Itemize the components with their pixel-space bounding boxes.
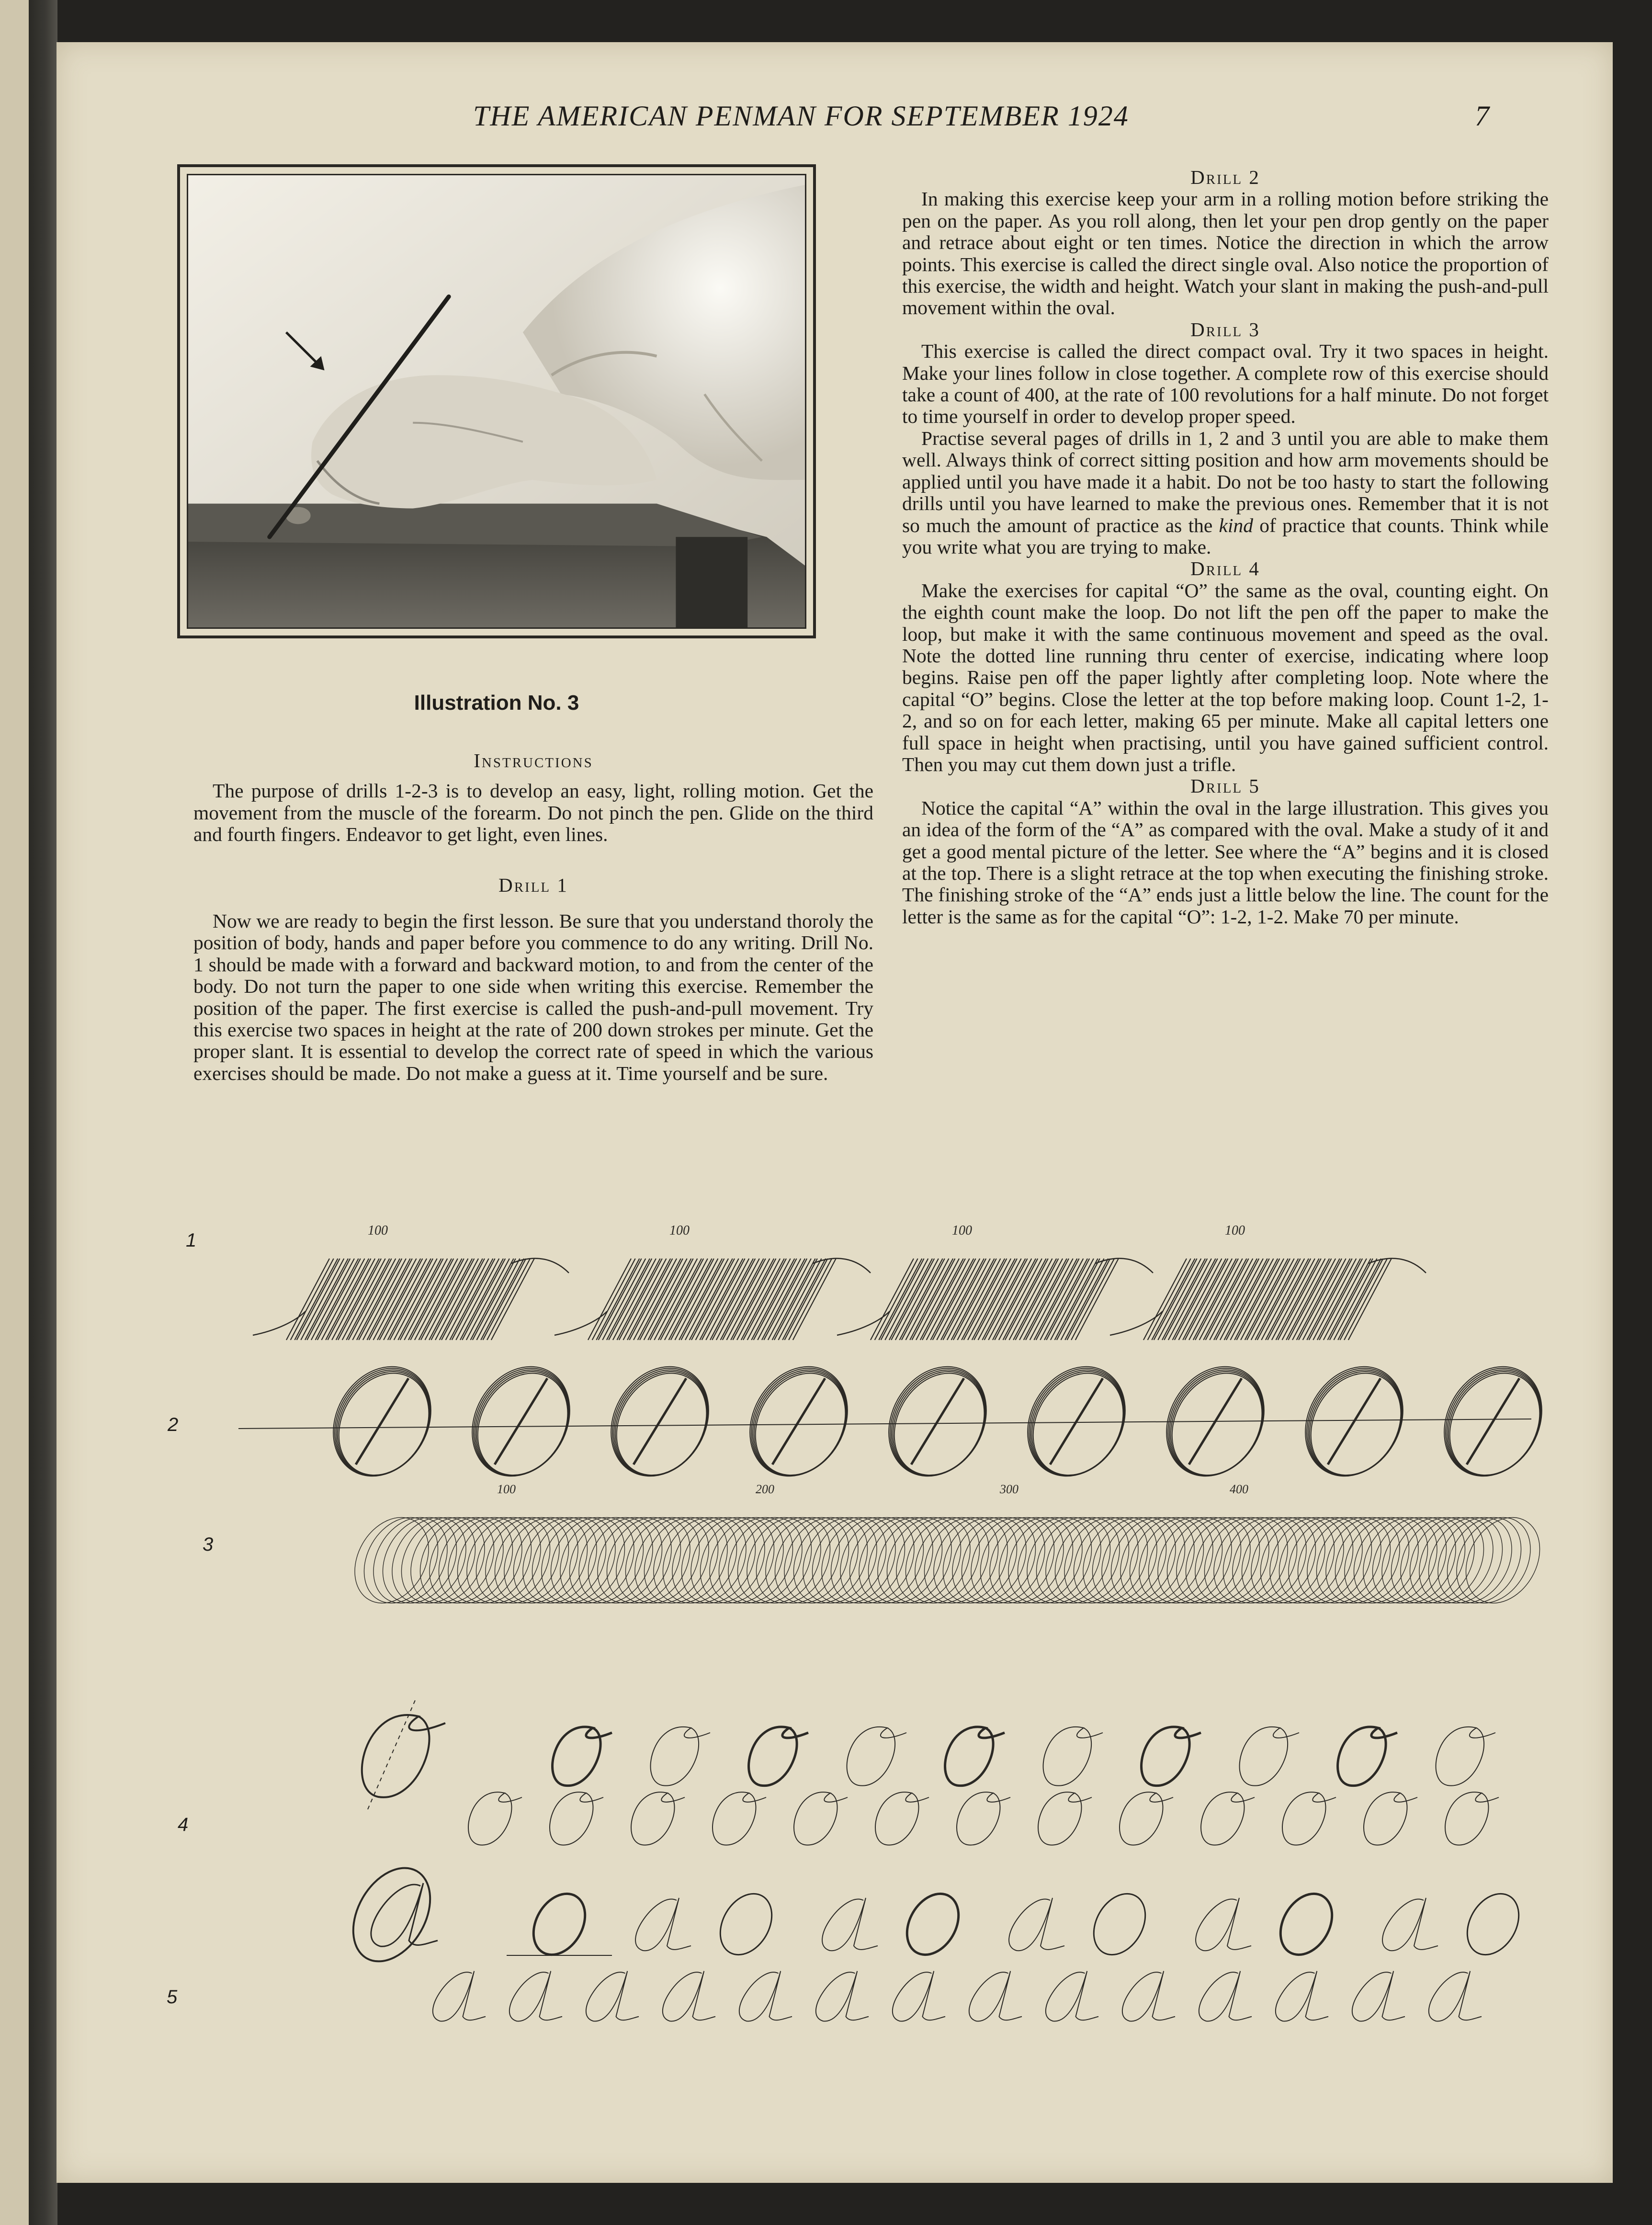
push-pull-block (871, 1259, 1119, 1340)
compact-oval (1106, 1504, 1209, 1617)
facing-page-edge (0, 0, 29, 2225)
oval-retrace (356, 1378, 408, 1464)
drill2-heading: Drill 2 (1190, 166, 1260, 188)
compact-oval (471, 1504, 574, 1617)
capital-o (1120, 1792, 1173, 1845)
compact-oval (359, 1504, 462, 1617)
oval-retrace (1328, 1378, 1380, 1464)
capital-a (1352, 1971, 1405, 2021)
compact-oval (835, 1504, 938, 1617)
compact-oval (760, 1504, 863, 1617)
capital-o (1282, 1792, 1336, 1845)
left-text-column (193, 750, 873, 1084)
compact-oval (1414, 1504, 1517, 1617)
capital-o (631, 1792, 685, 1845)
compact-oval (704, 1504, 807, 1617)
count-label: 100 (497, 1482, 516, 1496)
compact-oval (1077, 1504, 1181, 1617)
capital-o (1201, 1792, 1255, 1845)
practice-oval (523, 1884, 595, 1964)
practice-oval (896, 1884, 969, 1964)
practice-oval (1270, 1884, 1342, 1964)
compact-oval (1395, 1504, 1498, 1617)
compact-oval (994, 1504, 1097, 1617)
compact-oval (863, 1504, 966, 1617)
header-title: THE AMERICAN PENMAN FOR SEPTEMBER 1924 (473, 100, 1129, 132)
compact-oval (1432, 1504, 1536, 1617)
capital-o (749, 1727, 808, 1786)
compact-oval (816, 1504, 919, 1617)
drill4-paragraph: Make the exercises for capital “O” the same as the oval, counting eight. On the eighth count make the loop. Do not lift the pen off the paper to make the loop, but make it with the same continuous movement and speed as the oval. Note the dotted line running thru center of exercise, indicating where loop begins. Raise pen off the paper lightly after completing loop. Note where the capital “O” begins. Close the letter at the top before making loop. Count 1-2, 1-2, and so on for each letter, making 65 per minute. Make all capital letters one full space in height when practising, until you have gained sufficient control. Then you may cut them down just a trifle. (902, 579, 1549, 775)
compact-oval (1442, 1504, 1545, 1617)
compact-oval (900, 1504, 1004, 1617)
compact-oval (1451, 1504, 1554, 1617)
compact-oval-band (340, 1504, 1555, 1617)
capital-o (794, 1792, 848, 1845)
compact-oval (452, 1504, 555, 1617)
capital-o (1043, 1727, 1103, 1786)
compact-oval (975, 1504, 1078, 1617)
drill4-heading: Drill 4 (1190, 557, 1260, 580)
compact-oval (545, 1504, 649, 1617)
compact-oval (723, 1504, 826, 1617)
compact-oval (1012, 1504, 1116, 1617)
row-label-1: 1 (186, 1230, 197, 1251)
dotted-centerline (368, 1699, 416, 1809)
compact-oval (685, 1504, 789, 1617)
compact-oval (639, 1504, 742, 1617)
compact-oval (713, 1504, 817, 1617)
row-label-5: 5 (167, 1987, 178, 2008)
compact-oval (1358, 1504, 1461, 1617)
single-oval (1293, 1357, 1419, 1491)
instructions-paragraph: The purpose of drills 1-2-3 is to develop an easy, light, rolling motion. Get the movement from the muscle of the forearm. Do not pinch the pen. Glide on the third and fourth fingers. Endeavor to get light, even lines. (193, 780, 873, 846)
single-oval (1153, 1355, 1281, 1492)
single-oval (1014, 1355, 1142, 1492)
oval-retrace (772, 1378, 825, 1464)
compact-oval (1274, 1504, 1377, 1617)
capital-o (1240, 1727, 1299, 1786)
capital-a (1196, 1898, 1251, 1951)
illustration-photo (177, 164, 816, 638)
capital-a (816, 1971, 869, 2021)
compact-oval (1311, 1504, 1414, 1617)
compact-oval (480, 1504, 583, 1617)
compact-oval (1068, 1504, 1172, 1617)
compact-oval (396, 1504, 499, 1617)
compact-oval (1227, 1504, 1330, 1617)
push-pull-block (1143, 1259, 1392, 1340)
capital-a (1382, 1898, 1438, 1951)
row-label-4: 4 (178, 1814, 189, 1835)
capital-o (553, 1727, 612, 1786)
drill2-paragraph: In making this exercise keep your arm in a rolling motion before striking the pen on the paper. As you roll along, then let your pen drop gently on the paper and retrace about eight or ten times. Notice the direction in which the arrow points. This exercise is called the direct single oval. Also notice the proportion of this exercise, the width and height. Watch your slant in making the push-and-pull movement within the oval. (902, 188, 1549, 319)
compact-oval (938, 1504, 1041, 1617)
page-number: 7 (1475, 100, 1489, 132)
compact-oval (1255, 1504, 1358, 1617)
compact-oval (741, 1504, 845, 1617)
compact-oval (1320, 1504, 1424, 1617)
compact-oval (984, 1504, 1087, 1617)
compact-oval (583, 1504, 686, 1617)
compact-oval (433, 1504, 537, 1617)
compact-oval (1292, 1504, 1396, 1617)
single-oval (458, 1355, 587, 1492)
count-label: 100 (669, 1223, 690, 1238)
capital-o (957, 1792, 1010, 1845)
large-oval (338, 1854, 446, 1975)
capital-a (635, 1898, 691, 1951)
compact-oval (919, 1504, 1022, 1617)
compact-oval (657, 1504, 761, 1617)
capital-a (739, 1971, 792, 2021)
compact-oval (956, 1504, 1060, 1617)
capital-a (586, 1971, 639, 2021)
compact-oval (1180, 1504, 1284, 1617)
practice-oval (1083, 1884, 1155, 1964)
compact-oval (1264, 1504, 1368, 1617)
count-label: 200 (756, 1482, 774, 1496)
illustration-caption: Illustration No. 3 (414, 691, 579, 715)
single-oval (1430, 1355, 1559, 1492)
compact-oval (1133, 1504, 1237, 1617)
running-header (57, 100, 1613, 143)
compact-oval (928, 1504, 1031, 1617)
compact-oval (1199, 1504, 1302, 1617)
capital-o (468, 1792, 522, 1845)
lead-stroke (837, 1311, 890, 1335)
drill5-heading: Drill 5 (1190, 775, 1260, 797)
compact-oval (1162, 1504, 1265, 1617)
compact-oval (1171, 1504, 1274, 1617)
oval-retrace (1050, 1378, 1103, 1464)
compact-oval (1059, 1504, 1162, 1617)
single-oval (321, 1357, 447, 1491)
count-label: 300 (1000, 1482, 1018, 1496)
instructions-heading: Instructions (474, 749, 593, 772)
compact-oval (573, 1504, 677, 1617)
compact-oval (536, 1504, 639, 1617)
single-oval (1291, 1355, 1420, 1492)
lead-stroke (253, 1311, 306, 1335)
capital-a (969, 1971, 1022, 2021)
compact-oval (797, 1504, 901, 1617)
compact-oval (498, 1504, 602, 1617)
compact-oval (601, 1504, 705, 1617)
compact-oval (1301, 1504, 1405, 1617)
compact-oval (648, 1504, 751, 1617)
capital-o (1445, 1792, 1499, 1845)
capital-o (1142, 1727, 1201, 1786)
capital-o (847, 1727, 906, 1786)
compact-oval (508, 1504, 611, 1617)
compact-oval (415, 1504, 518, 1617)
compact-oval (1339, 1504, 1442, 1617)
compact-oval (1245, 1504, 1349, 1617)
compact-oval (695, 1504, 798, 1617)
practice-oval (710, 1884, 782, 1964)
compact-oval (947, 1504, 1050, 1617)
single-oval (1015, 1357, 1141, 1491)
compact-oval (1423, 1504, 1527, 1617)
drill1-paragraph: Now we are ready to begin the first lesson. Be sure that you understand thoroly the position of body, hands and paper before you commence to do any writing. Drill No. 1 should be made with a forward and backward motion, to and from the center of the body. Do not turn the paper to one side when writing this exercise. Remember the position of the paper. The first exercise is called the push-and-pull movement. Try this exercise two spaces in height at the rate of 200 down strokes per minute. Get the proper slant. It is essential to develop the correct rate of speed in which the various exercises should be made. Do not make a guess at it. Time yourself and be sure. (193, 910, 873, 1084)
capital-a (822, 1898, 878, 1951)
drill3-heading: Drill 3 (1190, 318, 1260, 341)
compact-oval (592, 1504, 695, 1617)
drill5-paragraph: Notice the capital “A” within the oval in the large illustration. This gives you an idea of the form of the “A” as compared with the oval. Make a study of it and get a good mental picture of the letter. See where the “A” begins and it is closed at the top. There is a slight retrace at the top when executing the finishing stroke. The finishing stroke of the “A” ends just a little below the line. The count for the letter is the same as for the capital “O”: 1-2, 1-2. Make 70 per minute. (902, 796, 1549, 928)
capital-a (433, 1971, 486, 2021)
compact-oval (611, 1504, 714, 1617)
practice-oval (1457, 1884, 1529, 1964)
single-oval (1432, 1357, 1558, 1491)
compact-oval (489, 1504, 593, 1617)
drill1-heading: Drill 1 (498, 874, 568, 896)
capital-a (663, 1971, 715, 2021)
compact-oval (909, 1504, 1013, 1617)
row-label-2: 2 (168, 1414, 179, 1435)
single-oval (597, 1355, 725, 1492)
large-capital-o (362, 1715, 445, 1797)
lead-stroke (1110, 1311, 1163, 1335)
compact-oval (1236, 1504, 1340, 1617)
capital-a (1122, 1971, 1175, 2021)
capital-o (875, 1792, 929, 1845)
compact-oval (349, 1504, 453, 1617)
compact-oval (882, 1504, 985, 1617)
capital-a (1199, 1971, 1252, 2021)
compact-oval (517, 1504, 621, 1617)
right-text-column (902, 166, 1549, 928)
compact-oval (368, 1504, 471, 1617)
single-oval (460, 1357, 586, 1491)
compact-oval (1021, 1504, 1125, 1617)
compact-oval (872, 1504, 975, 1617)
compact-oval (1087, 1504, 1190, 1617)
compact-oval (564, 1504, 668, 1617)
compact-oval (620, 1504, 724, 1617)
count-label: 100 (952, 1223, 972, 1238)
capital-a (1429, 1971, 1482, 2021)
compact-oval (1143, 1504, 1246, 1617)
compact-oval (461, 1504, 565, 1617)
push-pull-block (286, 1259, 534, 1340)
page (57, 42, 1613, 2183)
compact-oval (1386, 1504, 1489, 1617)
count-label: 100 (368, 1223, 388, 1238)
compact-oval (442, 1504, 546, 1617)
compact-oval (826, 1504, 929, 1617)
compact-oval (965, 1504, 1069, 1617)
compact-oval (1031, 1504, 1134, 1617)
compact-oval (554, 1504, 658, 1617)
capital-o (945, 1727, 1005, 1786)
compact-oval (807, 1504, 910, 1617)
row-label-3: 3 (203, 1534, 214, 1555)
compact-oval (732, 1504, 836, 1617)
capital-a (1009, 1898, 1064, 1951)
compact-oval (1376, 1504, 1480, 1617)
drill3-paragraph-2: Practise several pages of drills in 1, 2 and 3 until you are able to make them well. Always think of correct sitting position and how arm movements should be applied until you have made it a habit. Do not be too hasty to start the following drills until you have learned to make the previous ones. Remember that it is not so much the amount of practice as the kind of practice that counts. Think while you write what you are trying to make. (902, 427, 1549, 558)
compact-oval (667, 1504, 770, 1617)
compact-oval (1124, 1504, 1228, 1617)
compact-oval (424, 1504, 527, 1617)
oval-retrace (1467, 1378, 1519, 1464)
oval-retrace (634, 1378, 686, 1464)
compact-oval (527, 1504, 630, 1617)
compact-oval (1330, 1504, 1433, 1617)
capital-a (509, 1971, 562, 2021)
capital-o (1436, 1727, 1495, 1786)
compact-oval (1367, 1504, 1471, 1617)
compact-oval (1096, 1504, 1199, 1617)
capital-o (1038, 1792, 1092, 1845)
compact-oval (405, 1504, 509, 1617)
oval-retrace (911, 1378, 964, 1464)
drill3-paragraph-1: This exercise is called the direct compact oval. Try it two spaces in height. Make your lines follow in close together. A complete row of this exercise should take a count of 400, at the rate of 100 revolutions for a half minute. Do not forget to time yourself in order to develop proper speed. (902, 340, 1549, 428)
oval-retrace (495, 1378, 547, 1464)
compact-oval (1115, 1504, 1218, 1617)
compact-oval (779, 1504, 882, 1617)
compact-oval (788, 1504, 892, 1617)
compact-oval (1283, 1504, 1386, 1617)
single-oval (599, 1357, 724, 1491)
baseline-stroke (238, 1419, 1531, 1429)
compact-oval (1208, 1504, 1312, 1617)
compact-oval (844, 1504, 948, 1617)
compact-oval (1050, 1504, 1153, 1617)
capital-o (550, 1792, 603, 1845)
drill-drawings (57, 1177, 1613, 2135)
compact-oval (769, 1504, 873, 1617)
compact-oval (1404, 1504, 1508, 1617)
single-oval (319, 1355, 448, 1492)
compact-oval (1040, 1504, 1143, 1617)
compact-oval (676, 1504, 780, 1617)
single-oval (736, 1355, 864, 1492)
compact-oval (853, 1504, 957, 1617)
count-label: 100 (1225, 1223, 1245, 1238)
capital-o (1338, 1727, 1397, 1786)
compact-oval (1152, 1504, 1256, 1617)
count-label: 400 (1230, 1482, 1248, 1496)
single-oval (1154, 1357, 1280, 1491)
compact-oval (1348, 1504, 1452, 1617)
compact-oval (629, 1504, 733, 1617)
compact-oval (891, 1504, 994, 1617)
lead-stroke (554, 1311, 607, 1335)
compact-oval (751, 1504, 854, 1617)
hand-holding-pen-photo (188, 175, 805, 627)
drill-specimens (57, 1177, 1613, 2135)
push-pull-block (588, 1259, 836, 1340)
compact-oval (386, 1504, 490, 1617)
compact-oval (1003, 1504, 1106, 1617)
compact-oval (377, 1504, 481, 1617)
compact-oval (1218, 1504, 1321, 1617)
capital-a (1046, 1971, 1098, 2021)
compact-oval (340, 1504, 443, 1617)
capital-o (1364, 1792, 1417, 1845)
binding-shadow (29, 0, 57, 2225)
capital-o (713, 1792, 766, 1845)
capital-a (893, 1971, 945, 2021)
capital-a (1276, 1971, 1328, 2021)
compact-oval (1189, 1504, 1293, 1617)
capital-o (651, 1727, 710, 1786)
